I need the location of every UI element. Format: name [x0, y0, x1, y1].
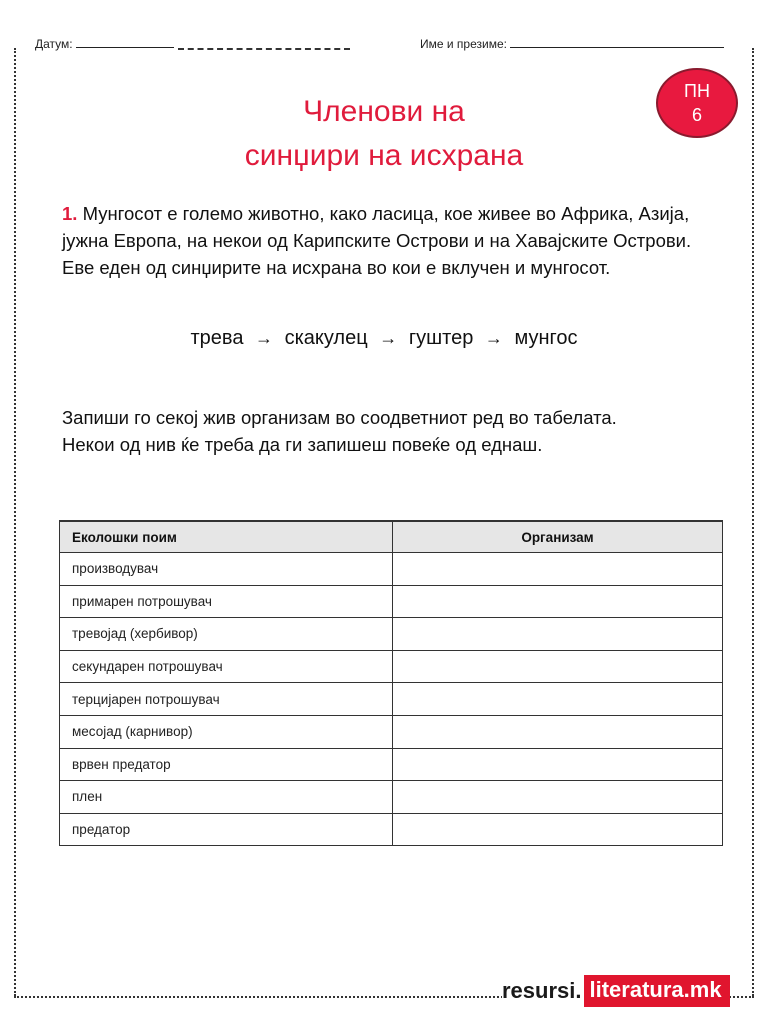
term-cell: месојад (карнивор) — [60, 715, 393, 748]
task-paragraph — [62, 200, 722, 281]
instructions-line-2: Некои од нив ќе треба да ги запишеш повеќе од еднаш. — [62, 434, 543, 455]
badge-line-1: ПН — [684, 81, 710, 101]
term-cell: терцијарен потрошувач — [60, 683, 393, 716]
top-dashed-border — [178, 48, 350, 50]
date-field — [35, 37, 174, 51]
organism-answer-cell[interactable] — [393, 650, 723, 683]
table-header-row — [60, 521, 723, 553]
term-cell: примарен потрошувач — [60, 585, 393, 618]
logo-text-literatura: literatura.mk — [584, 975, 730, 1007]
chain-item: трева — [190, 327, 244, 349]
chain-item: скакулец — [284, 327, 368, 349]
term-cell: врвен предатор — [60, 748, 393, 781]
organism-answer-cell[interactable] — [393, 553, 723, 586]
table-row — [60, 748, 723, 781]
table-row — [60, 650, 723, 683]
organism-answer-cell[interactable] — [393, 585, 723, 618]
title-line-1: Членови на — [303, 95, 465, 128]
chain-item: гуштер — [408, 327, 474, 349]
organism-answer-cell[interactable] — [393, 618, 723, 651]
chain-item: мунгос — [514, 327, 578, 349]
organism-answer-cell[interactable] — [393, 813, 723, 846]
term-cell: тревојад (хербивор) — [60, 618, 393, 651]
task-number: 1. — [62, 203, 78, 224]
name-field — [420, 37, 724, 51]
date-label: Датум: — [35, 37, 73, 51]
badge-line-2: 6 — [691, 105, 702, 125]
term-cell: плен — [60, 781, 393, 814]
organism-answer-cell[interactable] — [393, 715, 723, 748]
organism-answer-cell[interactable] — [393, 781, 723, 814]
table-row — [60, 618, 723, 651]
table-row — [60, 813, 723, 846]
arrow-right-icon: → — [484, 328, 503, 348]
lesson-badge — [656, 68, 738, 138]
instructions-line-1: Запиши го секој жив организам во соодветниот ред во табелата. — [62, 407, 617, 428]
arrow-right-icon: → — [255, 328, 274, 348]
title-line-2: синџири на исхрана — [244, 139, 524, 172]
ecology-table — [59, 520, 723, 846]
table-row — [60, 715, 723, 748]
term-cell: предатор — [60, 813, 393, 846]
site-logo — [502, 976, 730, 1006]
task-text: Мунгосот е големо животно, како ласица, кое живее во Африка, Азија, јужна Европа, на некои од Карипските Острови и на Хавајските Острови. Еве еден од синџирите на исхрана во кои е вклучен и мунгосот. — [62, 203, 692, 278]
table-row — [60, 585, 723, 618]
left-dotted-border — [14, 48, 16, 996]
instructions — [62, 404, 722, 458]
table-row — [60, 553, 723, 586]
table-row — [60, 781, 723, 814]
organism-answer-cell[interactable] — [393, 683, 723, 716]
date-blank-line[interactable] — [76, 37, 174, 48]
term-cell: секундарен потрошувач — [60, 650, 393, 683]
table-row — [60, 683, 723, 716]
organism-answer-cell[interactable] — [393, 748, 723, 781]
page-title — [0, 90, 768, 178]
arrow-right-icon: → — [379, 328, 398, 348]
food-chain — [0, 327, 768, 350]
right-dotted-border — [752, 48, 754, 996]
name-label: Име и презиме: — [420, 37, 507, 51]
column-header-term: Еколошки поим — [60, 521, 393, 553]
term-cell: производувач — [60, 553, 393, 586]
logo-text-resursi: resursi. — [502, 978, 582, 1003]
column-header-organism: Организам — [393, 521, 723, 553]
name-blank-line[interactable] — [510, 37, 724, 48]
